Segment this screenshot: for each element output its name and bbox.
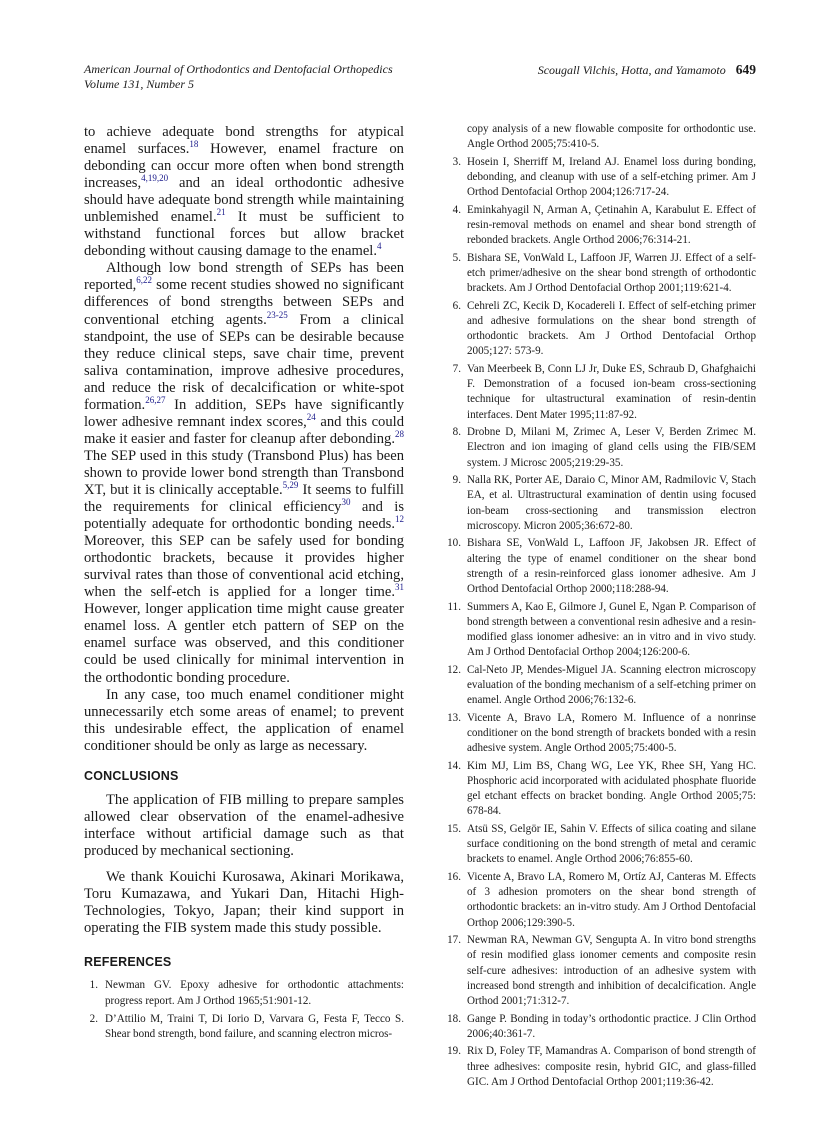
reference-number: 18.: [447, 1012, 461, 1025]
citation-link[interactable]: 6,22: [136, 275, 153, 286]
paragraph-text: In addition, SEPs have significantly lower adhesive remnant index scores,: [84, 396, 404, 430]
reference-text: Van Meerbeek B, Conn LJ Jr, Duke ES, Schraub D, Ghafghaichi F. Demonstration of a focused ion-beam cross-sectioning technique for ultastructural examination of resin-dentin interfaces. Dent Mater 1995;11:87-92.: [467, 363, 756, 421]
paragraph-text: and is potentially adequate for orthodontic bonding needs.: [84, 499, 405, 533]
reference-item: [443, 711, 756, 757]
citation-link[interactable]: 23-25: [266, 309, 288, 320]
journal-volume: Volume 131, Number 5: [84, 77, 194, 91]
paragraph-text: In any case, too much enamel conditioner might unnecessarily etch some areas of enamel; to prevent this undesirable effect, the application of enamel conditioner should be only as large as necessary.: [84, 686, 404, 754]
reference-text: Rix D, Foley TF, Mamandras A. Comparison of bond strength of three adhesives: composite resin, hybrid GIC, and glass-filled GIC. Am J Orthod Dentofacial Orthop 2001;119:36-42.: [467, 1045, 756, 1088]
reference-item: [443, 870, 756, 931]
paragraph-text: to achieve adequate bond strengths for atypical enamel surfaces.: [84, 124, 404, 158]
citation-link[interactable]: 4,19,20: [141, 173, 169, 184]
reference-item: [443, 425, 756, 471]
references-list-left: [84, 978, 404, 1042]
reference-item: [443, 1044, 756, 1090]
reference-item: [443, 759, 756, 820]
reference-text: Eminkahyagil N, Arman A, Çetinahin A, Karabulut E. Effect of resin-removal methods on enamel and shear bond strength of rebonded brackets. Angle Orthod 2006;76:314-21.: [467, 203, 756, 247]
reference-number: 4.: [452, 203, 461, 216]
reference-item: [443, 822, 756, 868]
reference-item: [443, 299, 756, 360]
left-column: [84, 124, 404, 1045]
citation-link[interactable]: 30: [341, 497, 351, 508]
paragraph-text: However, enamel fracture on debonding can occur more often when bond strength increases,: [84, 141, 404, 192]
discussion-paragraph: [84, 124, 404, 260]
reference-number: 1.: [89, 979, 98, 992]
conclusions-paragraph: The application of FIB milling to prepare samples allowed clear observation of the enamel-adhesive interface without artificial damage such as that produced by mechanical sectioning.: [84, 791, 404, 859]
discussion-text: [84, 124, 404, 755]
reference-text: Newman RA, Newman GV, Sengupta A. In vitro bond strengths of resin modified glass ionomer cements and composite resin self-cure adhesives: introduction of an adhesive system with increased bond strength and inhibition of decalcification. Angle Orthod 2001;71:312-7.: [467, 934, 756, 1008]
reference-number: 3.: [452, 155, 461, 168]
reference-item: [443, 663, 756, 709]
citation-link[interactable]: 21: [216, 207, 226, 218]
paragraph-text: Moreover, this SEP can be safely used for bonding orthodontic brackets, because it provides higher survival rates than those of conventional acid etching, when the self-etch is applied for a longer time.: [84, 533, 404, 601]
reference-number: 10.: [447, 537, 461, 550]
reference-item: [443, 536, 756, 597]
reference-item: [443, 155, 756, 201]
reference-text: Nalla RK, Porter AE, Daraio C, Minor AM, Radmilovic V, Stach EA, et al. Ultrastructural examination of dentin using focused ion-beam cross-sectioning and transmission electron microscopy. Micron 2005;36:672-80.: [467, 474, 756, 532]
journal-title: American Journal of Orthodontics and Dentofacial Orthopedics: [84, 62, 393, 76]
reference-number: 2.: [89, 1012, 98, 1025]
reference-item: [443, 473, 756, 534]
reference-number: 8.: [452, 426, 461, 439]
running-header-journal: [84, 62, 393, 92]
reference-text: Hosein I, Sherriff M, Ireland AJ. Enamel loss during bonding, debonding, and cleanup with use of a self-etching primer. Am J Orthod Dentofacial Orthop 2004;126:717-24.: [467, 155, 756, 199]
reference-item: [443, 1012, 756, 1042]
reference-text: Bishara SE, VonWald L, Laffoon JF, Jakobsen JR. Effect of altering the type of enamel conditioner on the shear bond strength of a resin-reinforced glass ionomer adhesive. Am J Orthod Dentofacial Orthop 2000;118:288-94.: [467, 537, 756, 596]
reference-text: Newman GV. Epoxy adhesive for orthodontic attachments: progress report. Am J Orthod 1965;51:901-12.: [105, 979, 404, 1007]
reference-continuation: [443, 122, 756, 152]
paragraph-text: and this could make it easier and faster for cleanup after debonding.: [84, 413, 404, 447]
authors: Scougall Vilchis, Hotta, and Yamamoto: [537, 63, 726, 77]
reference-number: 15.: [447, 823, 461, 836]
page-number: 649: [735, 62, 756, 77]
reference-text: Vicente A, Bravo LA, Romero M. Influence of a nonrinse conditioner on the bond strength of brackets bonded with a resin adhesive system. Angle Orthod 2005;75:400-5.: [467, 711, 756, 755]
citation-link[interactable]: 18: [189, 139, 199, 150]
reference-text: Vicente A, Bravo LA, Romero M, Ortíz AJ, Canteras M. Effects of 3 adhesion promoters on the shear bond strength of orthodontic brackets: an in-vitro study. Am J Orthod Dentofacial Orthop 2006;129:390-5.: [467, 871, 756, 929]
paragraph-text: The SEP used in this study (Transbond Plus) has been shown to provide lower bond strength than Transbond XT, but it is clinically acceptable.: [84, 447, 404, 498]
references-list-right: [443, 122, 756, 1090]
reference-item: [443, 251, 756, 297]
citation-link[interactable]: 4: [377, 241, 382, 252]
right-column: [443, 122, 756, 1092]
reference-text: Summers A, Kao E, Gilmore J, Gunel E, Ngan P. Comparison of bond strength between a conventional resin adhesive and a resin-modified glass ionomer adhesive: an in vitro and in vivo study. Am J Orthod Dentofacial Orthop 2004;126:200-6.: [467, 600, 756, 659]
reference-number: 19.: [447, 1045, 461, 1058]
reference-text: Bishara SE, VonWald L, Laffoon JF, Warren JJ. Effect of a self-etch primer/adhesive on the shear bond strength of orthodontic brackets. Am J Orthod Dentofacial Orthop 2001;119:621-4.: [467, 251, 756, 295]
discussion-paragraph: [84, 260, 404, 686]
reference-number: 16.: [447, 871, 461, 884]
citation-link[interactable]: 28: [395, 428, 404, 439]
references-heading: REFERENCES: [84, 955, 172, 970]
acknowledgment-paragraph: We thank Kouichi Kurosawa, Akinari Morikawa, Toru Kumazawa, and Yukari Dan, Hitachi High-Technologies, Tokyo, Japan; their kind support in operating the FIB system made this study possible.: [84, 868, 404, 937]
citation-link[interactable]: 24: [306, 411, 316, 422]
conclusions-heading: CONCLUSIONS: [84, 768, 179, 783]
reference-text: copy analysis of a new flowable composite for orthodontic use. Angle Orthod 2005;75:410-5.: [467, 123, 756, 151]
citation-link[interactable]: 31: [395, 582, 404, 593]
reference-text: D’Attilio M, Traini T, Di Iorio D, Varvara G, Festa F, Tecco S. Shear bond strength, bond failure, and scanning electron micros-: [105, 1012, 404, 1040]
reference-text: Cal-Neto JP, Mendes-Miguel JA. Scanning electron microscopy evaluation of the bonding mechanism of a self-etching primer on enamel. Angle Orthod 2006;76:132-6.: [467, 663, 756, 707]
paragraph-text: It seems to fulfill the requirements for clinical efficiency: [84, 481, 404, 516]
reference-number: 13.: [447, 711, 461, 724]
reference-text: Drobne D, Milani M, Zrimec A, Leser V, Berden Zrimec M. Electron and ion imaging of gland cells using the FIB/SEM system. J Microsc 2005;219:29-35.: [467, 426, 756, 469]
reference-text: Kim MJ, Lim BS, Chang WG, Lee YK, Rhee SH, Yang HC. Phosphoric acid incorporated with acidulated phosphate fluoride gel etchant effects on bracket bonding. Angle Orthod 2005;75: 678-84.: [467, 759, 756, 818]
reference-item: [84, 1012, 404, 1043]
reference-number: 17.: [447, 934, 461, 947]
reference-text: Gange P. Bonding in today’s orthodontic practice. J Clin Orthod 2006;40:361-7.: [467, 1012, 756, 1040]
reference-number: 11.: [447, 600, 461, 613]
reference-number: 7.: [452, 363, 461, 375]
reference-number: 14.: [447, 759, 461, 772]
paragraph-text: and an ideal orthodontic adhesive should have adequate bond strength while maintaining unblemished enamel.: [84, 175, 404, 226]
reference-number: 9.: [452, 474, 461, 487]
reference-item: [443, 600, 756, 661]
paragraph-text: From a clinical standpoint, the use of SEPs can be desirable because they reduce clinical steps, save chair time, prevent saliva contamination, improve adhesive procedures, and reduce the risk of decalcification or white-spot formation.: [84, 311, 405, 413]
citation-link[interactable]: 12: [395, 514, 404, 525]
reference-number: 6.: [452, 299, 461, 312]
citation-link[interactable]: 26,27: [145, 394, 166, 405]
reference-item: [443, 203, 756, 249]
paragraph-text: However, longer application time might cause greater enamel loss. A gentler etch pattern of SEP on the enamel surface was observed, and this conditioner could be used clinically for minimal intervention in the orthodontic bonding procedure.: [84, 601, 404, 686]
paragraph-text: some recent studies showed no significant differences of bond strengths between SEPs and conventional etching agents.: [84, 277, 404, 328]
citation-link[interactable]: 5,29: [282, 479, 299, 490]
paragraph-text: It must be sufficient to withstand functional forces but allow bracket debonding without causing damage to the enamel.: [84, 209, 404, 260]
running-header-authors: [538, 62, 756, 78]
reference-item: [84, 978, 404, 1009]
reference-text: Atsü SS, Gelgör IE, Sahin V. Effects of silica coating and silane surface conditioning on the bond strength of metal and ceramic brackets to enamel. Angle Orthod 2006;76:855-60.: [467, 823, 756, 866]
discussion-paragraph: [84, 687, 404, 755]
paragraph-text: Although low bond strength of SEPs has been reported,: [84, 260, 404, 294]
reference-number: 12.: [447, 663, 461, 676]
reference-number: 5.: [452, 251, 461, 264]
reference-text: Cehreli ZC, Kecik D, Kocadereli I. Effect of self-etching primer and adhesive formulations on the shear bond strength of orthodontic brackets. Am J Orthod Dentofacial Orthop 2005;127: 573-9.: [467, 299, 756, 358]
reference-item: [443, 933, 756, 1009]
reference-item: [443, 362, 756, 423]
